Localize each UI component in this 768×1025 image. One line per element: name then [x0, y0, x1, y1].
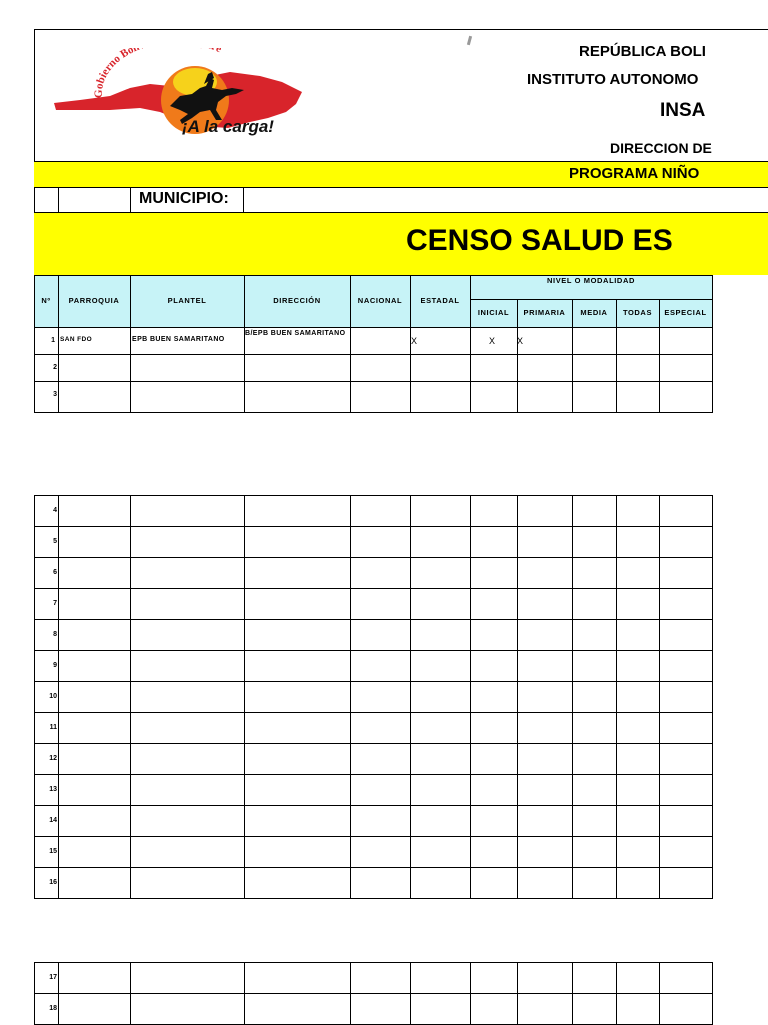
nivel-subheader-line [470, 299, 713, 300]
block-3-vline [410, 962, 411, 1024]
block-2-row-number: 13 [49, 785, 57, 793]
block-3-vline [572, 962, 573, 1024]
header-instituto: INSTITUTO AUTONOMO [527, 71, 699, 88]
block-3-vline [34, 962, 35, 1024]
col-especial: ESPECIAL [664, 308, 707, 317]
census-title: CENSO SALUD ES [406, 224, 673, 257]
municipio-field[interactable] [244, 188, 768, 211]
block-2-vline [470, 495, 471, 899]
block-2-row-number: 16 [49, 878, 57, 886]
col-todas: TODAS [622, 308, 653, 317]
row-1-primaria: X [517, 336, 524, 346]
block-2-vline [616, 495, 617, 899]
municipio-divider-1 [58, 187, 59, 212]
col-nivel-modalidad: NIVEL O MODALIDAD [547, 276, 635, 285]
block-3-vline [244, 962, 245, 1024]
block-3-row-number: 18 [49, 1004, 57, 1012]
block-1-row-number: 3 [53, 390, 57, 398]
program-title: PROGRAMA NIÑO [569, 165, 700, 182]
row-1-parroquia: SAN FDO [60, 336, 93, 343]
block-2-hline [34, 526, 713, 527]
block-3-vline [130, 962, 131, 1024]
block-2-hline [34, 588, 713, 589]
block-2-hline [34, 681, 713, 682]
col-media: MEDIA [580, 308, 608, 317]
block-2-hline [34, 774, 713, 775]
block-2-hline [34, 867, 713, 868]
block-2-vline [410, 495, 411, 899]
block-2-vline [350, 495, 351, 899]
block-1-row-number: 2 [53, 363, 57, 371]
block-3-vline [350, 962, 351, 1024]
block-3-hline [34, 962, 713, 963]
block-3-hline [34, 993, 713, 994]
row-1-estadal: X [411, 336, 418, 346]
municipio-divider-2 [130, 187, 131, 212]
block-2-hline [34, 619, 713, 620]
header-republica: REPÚBLICA BOLI [579, 43, 706, 60]
program-band-top [34, 161, 768, 162]
block-1-vline [712, 275, 713, 413]
block-2-hline [34, 805, 713, 806]
block-2-hline [34, 495, 713, 496]
frame-top-border [34, 29, 768, 30]
block-2-row-number: 8 [53, 630, 57, 638]
block-2-hline [34, 557, 713, 558]
block-2-row-number: 5 [53, 537, 57, 545]
row-1-num: 1 [51, 337, 55, 344]
block-2-vline [712, 495, 713, 899]
block-3-vline [470, 962, 471, 1024]
row-1-inicial: X [489, 336, 496, 346]
col-primaria: PRIMARIA [523, 308, 566, 317]
logo-arc-text: Gobierno Bol e [92, 48, 224, 99]
block-2-row-number: 11 [49, 723, 57, 731]
col-estadal: ESTADAL [420, 296, 460, 305]
block-2-row-number: 15 [49, 847, 57, 855]
block-1-vline [470, 275, 471, 413]
header-insa: INSA [660, 100, 706, 121]
row-1-plantel: EPB BUEN SAMARITANO [132, 336, 225, 343]
col-direccion: DIRECCIÓN [273, 296, 321, 305]
col-num: Nº [41, 296, 51, 305]
col-parroquia: PARROQUIA [68, 296, 120, 305]
logo [50, 48, 312, 140]
block-2-row-number: 4 [53, 506, 57, 514]
block-2-row-number: 6 [53, 568, 57, 576]
logo-slogan: ¡A la carga! [182, 117, 274, 136]
block-2-hline [34, 836, 713, 837]
block-3-vline [659, 962, 660, 1024]
block-2-row-number: 9 [53, 661, 57, 669]
block-2-vline [244, 495, 245, 899]
col-plantel: PLANTEL [167, 296, 207, 305]
block-1-hline [34, 381, 713, 382]
block-2-row-number: 12 [49, 754, 57, 762]
block-2-row-number: 14 [49, 816, 57, 824]
block-2-hline [34, 743, 713, 744]
block-3-vline [517, 962, 518, 1024]
scan-artifact [467, 36, 472, 45]
title-band-top [34, 212, 768, 213]
block-2-vline [572, 495, 573, 899]
header-direccion: DIRECCION DE [610, 140, 712, 156]
block-3-vline [712, 962, 713, 1024]
col-nacional: NACIONAL [357, 296, 403, 305]
block-2-vline [517, 495, 518, 899]
block-2-vline [659, 495, 660, 899]
block-2-vline [130, 495, 131, 899]
municipio-label: MUNICIPIO: [139, 190, 229, 207]
block-3-row-number: 17 [49, 973, 57, 981]
block-3-vline [58, 962, 59, 1024]
block-2-vline [34, 495, 35, 899]
block-1-hline [34, 327, 713, 328]
block-2-hline [34, 712, 713, 713]
block-2-hline [34, 898, 713, 899]
block-2-row-number: 10 [49, 692, 57, 700]
block-1-hline [34, 412, 713, 413]
block-2-row-number: 7 [53, 599, 57, 607]
block-2-hline [34, 650, 713, 651]
block-1-hline [34, 354, 713, 355]
block-3-vline [616, 962, 617, 1024]
row-1-direccion: B/EPB BUEN SAMARITANO [245, 330, 346, 337]
col-inicial: INICIAL [477, 308, 510, 317]
block-2-vline [58, 495, 59, 899]
